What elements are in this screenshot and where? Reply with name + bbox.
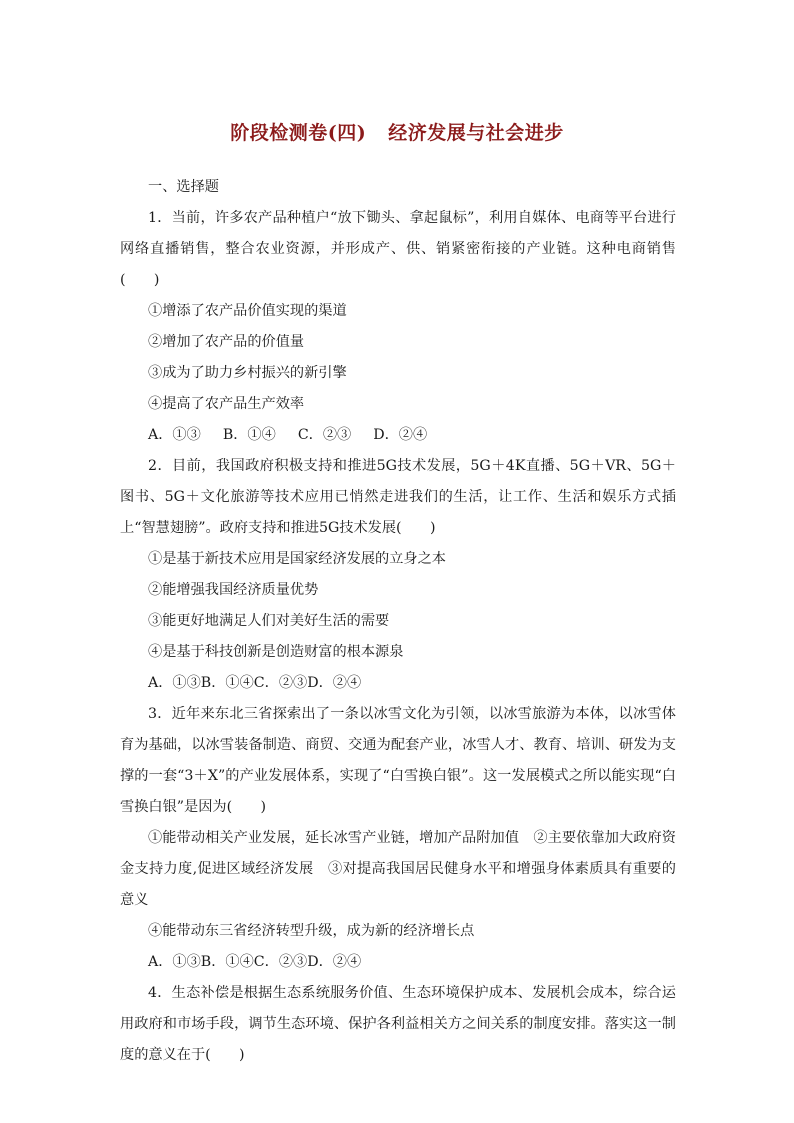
question-2-option-4: ④是基于科技创新是创造财富的根本源泉	[148, 644, 404, 660]
question-1-stem: 1．当前，许多农产品种植户“放下锄头、拿起鼠标”，利用自媒体、电商等平台进行网络直播销售，整合农业资源，并形成产、供、销紧密衔接的产业链。这种电商销售( )	[120, 210, 676, 288]
question-4-stem: 4．生态补偿是根据生态系统服务价值、生态环境保护成本、发展机会成本，综合运用政府和市场手段，调节生态环境、保护各利益相关方之间关系的制度安排。落实这一制度的意义在于( )	[120, 985, 676, 1063]
page-title	[0, 118, 794, 145]
question-2-answers: A．①③B．①④C．②③D．②④	[148, 675, 362, 691]
question-2-option-2: ②能增强我国经济质量优势	[148, 582, 319, 598]
title-part-2: 经济发展与社会进步	[388, 122, 564, 144]
question-3-option-4: ④能带动东三省经济转型升级，成为新的经济增长点	[148, 923, 475, 939]
question-1-option-4: ④提高了农产品生产效率	[148, 396, 305, 412]
question-1-answer-c: C．②③	[297, 427, 352, 443]
question-1-option-3: ③成为了助力乡村振兴的新引擎	[148, 365, 347, 381]
question-3-answers: A．①③B．①④C．②③D．②④	[148, 954, 362, 970]
question-1-option-1: ①增添了农产品价值实现的渠道	[148, 303, 347, 319]
title-part-1: 阶段检测卷(四)	[230, 122, 367, 144]
question-1-answer-a: A．①③	[148, 427, 201, 443]
question-1-answer-d: D．②④	[373, 427, 428, 443]
question-2-stem: 2．目前，我国政府积极支持和推进5G技术发展，5G＋4K直播、5G＋VR、5G＋图书、5G＋文化旅游等技术应用已悄然走进我们的生活，让工作、生活和娱乐方式插上“智慧翅膀”。政府支持和推进5G技术发展( )	[120, 458, 676, 536]
question-1-answer-b: B．①④	[222, 427, 276, 443]
question-3-options-1-3: ①能带动相关产业发展，延长冰雪产业链，增加产品附加值 ②主要依靠加大政府资金支持力度,促进区域经济发展 ③对提高我国居民健身水平和增强身体素质具有重要的意义	[120, 830, 676, 908]
question-3-stem: 3．近年来东北三省探索出了一条以冰雪文化为引领，以冰雪旅游为本体，以冰雪体育为基础，以冰雪装备制造、商贸、交通为配套产业，冰雪人才、教育、培训、研发为支撑的一套“3＋X”的产业发展体系，实现了“白雪换白银”。这一发展模式之所以能实现“白雪换白银”是因为( )	[120, 706, 676, 815]
question-1-answers	[120, 420, 676, 451]
question-2-option-3: ③能更好地满足人们对美好生活的需要	[148, 613, 390, 629]
question-2-option-1: ①是基于新技术应用是国家经济发展的立身之本	[148, 551, 446, 567]
section-heading: 一、选择题	[148, 179, 219, 195]
question-1-option-2: ②增加了农产品的价值量	[148, 334, 305, 350]
document-body	[120, 172, 676, 1071]
